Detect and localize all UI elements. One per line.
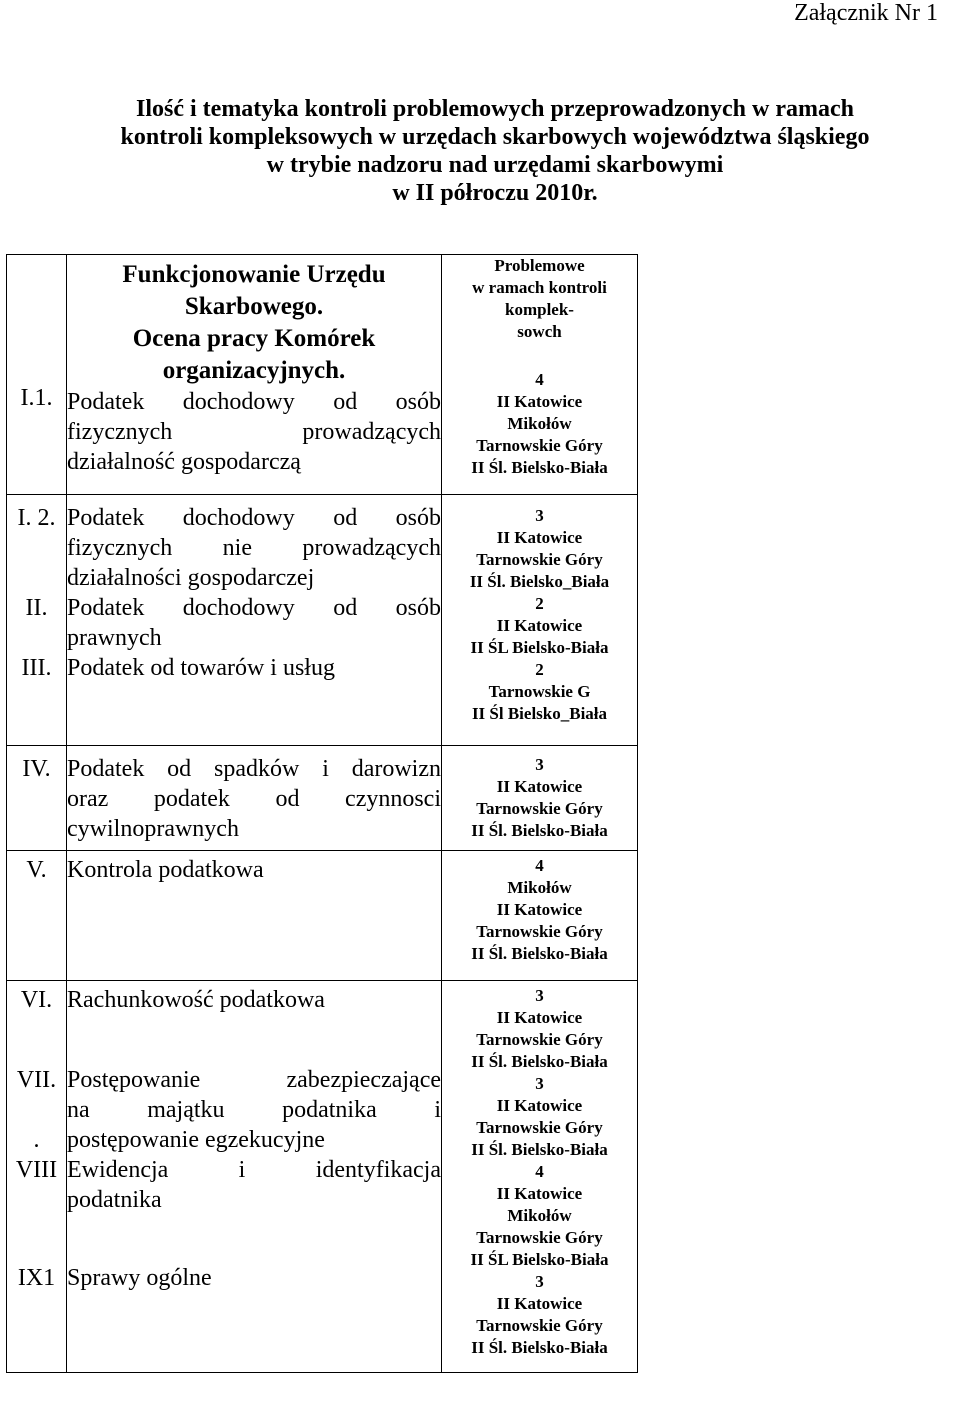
topic-line: fizycznych prowadzących <box>67 419 441 445</box>
control-count: 3 <box>535 986 544 1005</box>
topic-cell <box>67 746 442 851</box>
row-number: IX1 <box>17 1265 56 1291</box>
row-number: VI. <box>20 987 53 1013</box>
topic-cell <box>67 851 442 981</box>
topic-line: działalność gospodarczą <box>67 449 301 475</box>
controls-table <box>6 254 638 1373</box>
title-line: w II półroczu 2010r. <box>392 180 598 206</box>
header-topic-line: organizacyjnych. <box>162 357 346 384</box>
office-name: Tarnowskie Góry <box>476 799 603 818</box>
office-name: II Śl. Bielsko_Biała <box>469 572 610 591</box>
office-name: Tarnowskie Góry <box>476 922 603 941</box>
control-count: 3 <box>535 506 544 525</box>
row-number: V. <box>26 857 47 883</box>
office-name: II Śl. Bielsko-Biała <box>471 821 608 840</box>
header-offices <box>442 255 637 343</box>
topic-line: działalności gospodarczej <box>67 565 315 591</box>
topic-line: prawnych <box>67 625 162 651</box>
topic-line: Podatek od spadków i darowizn <box>67 756 441 782</box>
office-name: II Śl. Bielsko-Biała <box>471 944 608 963</box>
topic-line: fizycznych nie prowadzących <box>67 535 441 561</box>
header-offices-line: Problemowe <box>494 256 585 275</box>
table-row <box>7 746 638 851</box>
topic-line: cywilnoprawnych <box>67 816 239 842</box>
control-count: 3 <box>535 755 544 774</box>
row-number-cell <box>7 255 67 495</box>
office-name: II Katowice <box>496 1096 583 1115</box>
topic-line: Sprawy ogólne <box>67 1265 212 1291</box>
topic-line: podatnika <box>67 1187 162 1213</box>
control-count: 2 <box>535 660 544 679</box>
office-name: Tarnowskie Góry <box>476 1118 603 1137</box>
topic-line: Podatek dochodowy od osób <box>67 505 441 531</box>
office-name: II Katowice <box>496 392 583 411</box>
row-number: . <box>33 1127 40 1153</box>
title-line: Ilość i tematyka kontroli problemowych przeprowadzonych w ramach <box>136 96 854 122</box>
topic-cell <box>67 255 442 495</box>
office-name: Mikołów <box>507 1206 572 1225</box>
header-topic <box>67 255 441 387</box>
topic-line: Podatek od towarów i usług <box>67 655 335 681</box>
topic-line: Ewidencja i identyfikacja <box>67 1157 441 1183</box>
office-name: Tarnowskie Góry <box>476 1030 603 1049</box>
annex-label: Załącznik Nr 1 <box>794 0 938 26</box>
table-row <box>7 495 638 746</box>
topic-line: Kontrola podatkowa <box>67 857 264 883</box>
row-number: I. 2. <box>17 505 56 531</box>
office-name: II Katowice <box>496 900 583 919</box>
topic-line: Podatek dochodowy od osób <box>67 389 441 415</box>
header-offices-line: sowch <box>517 322 562 341</box>
row-number: II. <box>25 595 48 621</box>
table-row <box>7 851 638 981</box>
row-number-cell <box>7 851 67 981</box>
title-line: w trybie nadzoru nad urzędami skarbowymi <box>266 152 724 178</box>
topic-cell <box>67 495 442 746</box>
office-name: II Katowice <box>496 1294 583 1313</box>
office-name: II Śl. Bielsko-Biała <box>471 1052 608 1071</box>
topic-cell <box>67 981 442 1373</box>
office-name: II Katowice <box>496 1008 583 1027</box>
table-row <box>7 981 638 1373</box>
control-count: 3 <box>535 1074 544 1093</box>
office-name: Mikołów <box>507 414 572 433</box>
office-name: Tarnowskie Góry <box>476 550 603 569</box>
table-row <box>7 255 638 495</box>
control-count: 3 <box>535 1272 544 1291</box>
topic-line: Rachunkowość podatkowa <box>67 987 325 1013</box>
header-topic-line: Ocena pracy Komórek <box>132 325 376 352</box>
office-name: II Śl. Bielsko-Biała <box>471 458 608 477</box>
office-name: II Śl. Bielsko-Biała <box>471 1338 608 1357</box>
control-count: 4 <box>535 370 544 389</box>
office-name: II Katowice <box>496 616 583 635</box>
office-name: Mikołów <box>507 878 572 897</box>
title-line: kontroli kompleksowych w urzędach skarbowych województwa śląskiego <box>120 124 870 150</box>
offices-cell <box>442 851 638 981</box>
topic-line: Postępowanie zabezpieczające <box>67 1067 441 1093</box>
offices-cell <box>442 495 638 746</box>
office-name: II ŚL Bielsko-Biała <box>470 1250 609 1269</box>
office-name: II Śl Bielsko_Biała <box>471 704 608 723</box>
row-number: I.1. <box>20 385 53 411</box>
office-name: Tarnowskie Góry <box>476 1316 603 1335</box>
control-count: 4 <box>535 856 544 875</box>
offices-cell <box>442 255 638 495</box>
header-offices-line: komplek- <box>505 300 574 319</box>
topic-line: na majątku podatnika i <box>67 1097 441 1123</box>
office-name: II Śl. Bielsko-Biała <box>471 1140 608 1159</box>
row-number: VII. <box>16 1067 57 1093</box>
row-number-cell <box>7 746 67 851</box>
row-number: IV. <box>22 756 51 782</box>
office-name: II Katowice <box>496 777 583 796</box>
office-name: Tarnowskie G <box>488 682 591 701</box>
topic-line: postępowanie egzekucyjne <box>67 1127 325 1153</box>
row-number: III. <box>21 655 52 681</box>
header-offices-line: w ramach kontroli <box>472 278 607 297</box>
row-number-cell <box>7 981 67 1373</box>
header-topic-line: Skarbowego. <box>184 293 324 320</box>
control-count: 4 <box>535 1162 544 1181</box>
row-number: VIII <box>15 1157 58 1183</box>
office-name: II Katowice <box>496 1184 583 1203</box>
row-number-cell <box>7 495 67 746</box>
document-title <box>30 95 960 207</box>
control-count: 2 <box>535 594 544 613</box>
offices-cell <box>442 746 638 851</box>
office-name: Tarnowskie Góry <box>476 436 603 455</box>
topic-line: oraz podatek od czynnosci <box>67 786 441 812</box>
offices-cell <box>442 981 638 1373</box>
header-topic-line: Funkcjonowanie Urzędu <box>122 261 386 288</box>
office-name: II Katowice <box>496 528 583 547</box>
topic-line: Podatek dochodowy od osób <box>67 595 441 621</box>
office-name: II ŚL Bielsko-Biała <box>470 638 609 657</box>
office-name: Tarnowskie Góry <box>476 1228 603 1247</box>
